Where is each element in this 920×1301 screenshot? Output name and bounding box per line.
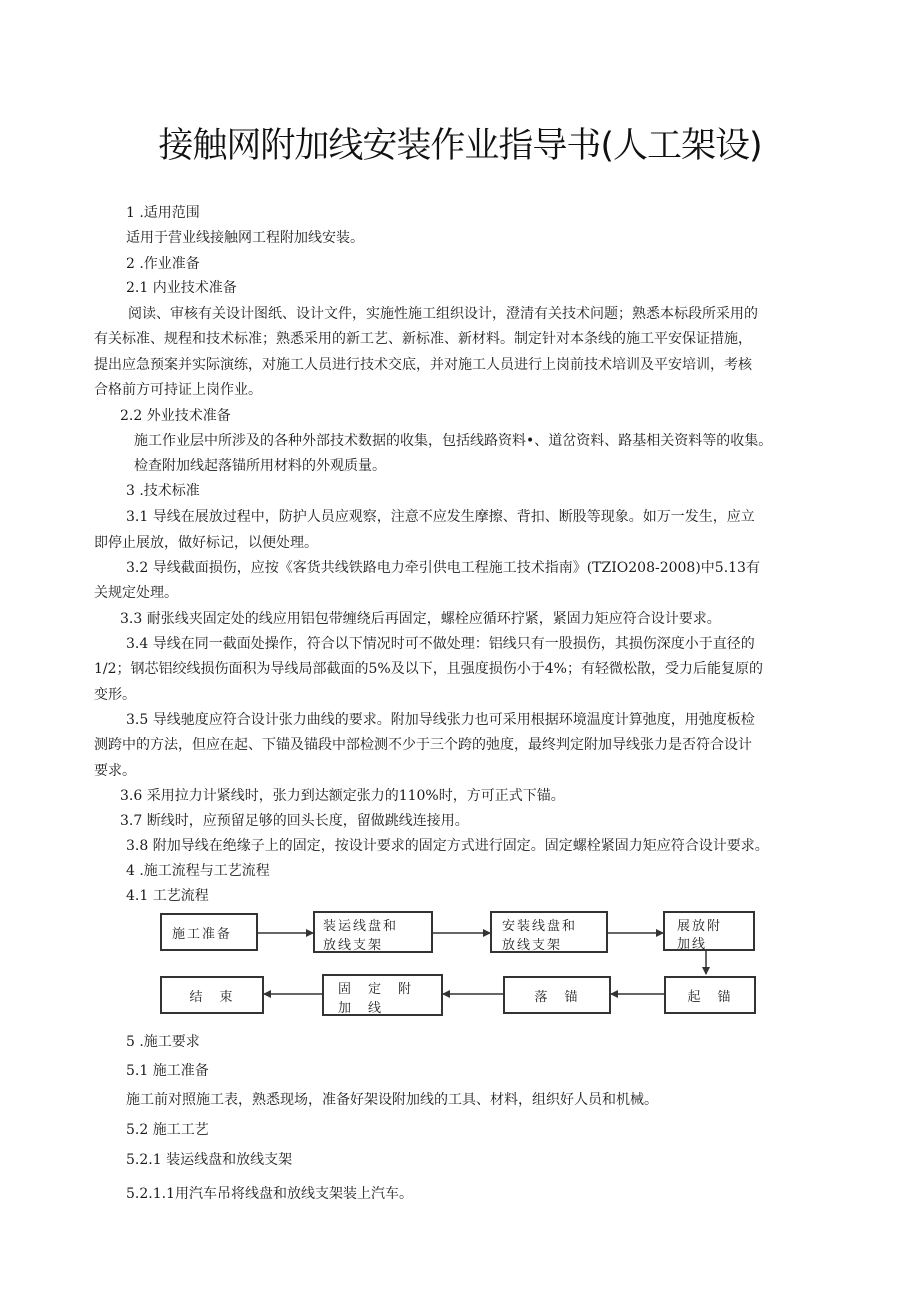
paragraph-line: 即停止展放，做好标记，以便处理。 (94, 535, 318, 551)
paragraph-line: 要求。 (94, 763, 136, 779)
paragraph-line: 变形。 (94, 687, 136, 703)
subsection-heading: 2.1 内业技术准备 (126, 280, 237, 296)
paragraph-line: 3.5 导线驰度应符合设计张力曲线的要求。附加导线张力也可采用根据环境温度计算弛度，用弛度板检 (126, 712, 755, 728)
flow-box-construction-prep: 施工准备 (160, 913, 258, 951)
flow-box-end-anchor: 落 锚 (503, 976, 611, 1014)
paragraph-line: 3.6 采用拉力计紧线时，张力到达额定张力的110%时，方可正式下锚。 (120, 788, 565, 804)
subsection-heading: 5.1 施工准备 (126, 1063, 209, 1079)
page-title: 接触网附加线安装作业指导书(人工架设) (158, 126, 762, 166)
paragraph-line: 1/2；钢芯铝绞线损伤面积为导线局部截面的5%及以下，且强度损伤小于4%；有轻微松散，受力后能复原的 (94, 661, 763, 677)
paragraph-line: 阅读、审核有关设计图纸、设计文件，实施性施工组织设计，澄清有关技术问题；熟悉本标段所采用的 (128, 306, 758, 322)
flow-box-load-reel: 装运线盘和 放线支架 (313, 911, 433, 953)
paragraph-line: 3.3 耐张线夹固定处的线应用铝包带缠绕后再固定，螺栓应循环拧紧，紧固力矩应符合设计要求。 (120, 611, 721, 627)
paragraph-line: 3.4 导线在同一截面处操作，符合以下情况时可不做处理：铝线只有一股损伤，其损伤深度小于直径的 (126, 636, 755, 652)
flow-box-end: 结 束 (160, 976, 264, 1014)
section-heading: 1 .适用范围 (126, 205, 200, 221)
flow-box-fix-line: 固 定 附 加 线 (322, 974, 443, 1016)
subsection-heading: 5.2 施工工艺 (126, 1122, 209, 1138)
paragraph-line: 3.8 附加导线在绝缘子上的固定，按设计要求的固定方式进行固定。固定螺栓紧固力矩应符合设计要求。 (126, 838, 769, 854)
flow-box-start-anchor: 起 锚 (664, 976, 756, 1014)
paragraph-line: 5.2.1.1用汽车吊将线盘和放线支架装上汽车。 (126, 1186, 413, 1202)
section-heading: 4 .施工流程与工艺流程 (126, 863, 270, 879)
subsection-heading: 4.1 工艺流程 (126, 888, 209, 904)
paragraph-line: 适用于营业线接触网工程附加线安装。 (126, 230, 364, 246)
paragraph-line: 3.7 断线时，应预留足够的回头长度，留做跳线连接用。 (120, 813, 469, 829)
paragraph-line: 3.1 导线在展放过程中，防护人员应观察，注意不应发生摩擦、背扣、断股等现象。如万一发生，应立 (126, 509, 755, 525)
flow-box-unreel-line: 展放附 加线 (663, 911, 755, 951)
section-heading: 3 .技术标准 (126, 483, 200, 499)
paragraph-line: 关规定处理。 (94, 585, 178, 601)
paragraph-line: 检查附加线起落锚所用材料的外观质量。 (134, 458, 386, 474)
section-heading: 5 .施工要求 (126, 1034, 200, 1050)
paragraph-line: 有关标准、规程和技术标准；熟悉采用的新工艺、新标准、新材料。制定针对本条线的施工平安保证措施， (94, 331, 752, 347)
subsection-heading: 5.2.1 装运线盘和放线支架 (126, 1152, 293, 1168)
paragraph-line: 提出应急预案并实际演练，对施工人员进行技术交底，并对施工人员进行上岗前技术培训及平安培训，考核 (94, 357, 752, 373)
paragraph-line: 施工作业层中所涉及的各种外部技术数据的收集，包括线路资料•、道岔资料、路基相关资料等的收集。 (134, 433, 773, 449)
paragraph-line: 3.2 导线截面损伤，应按《客货共线铁路电力牵引供电工程施工技术指南》(TZIO208-2008)中5.13有 (126, 560, 760, 576)
subsection-heading: 2.2 外业技术准备 (120, 408, 231, 424)
flow-box-install-reel: 安装线盘和 放线支架 (490, 911, 608, 953)
paragraph-line: 施工前对照施工表，熟悉现场，准备好架设附加线的工具、材料，组织好人员和机械。 (126, 1092, 658, 1108)
section-heading: 2 .作业准备 (126, 256, 200, 272)
paragraph-line: 测跨中的方法，但应在起、下锚及锚段中部检测不少于三个跨的弛度，最终判定附加导线张力是否符合设计 (94, 737, 752, 753)
paragraph-line: 合格前方可持证上岗作业。 (94, 382, 262, 398)
